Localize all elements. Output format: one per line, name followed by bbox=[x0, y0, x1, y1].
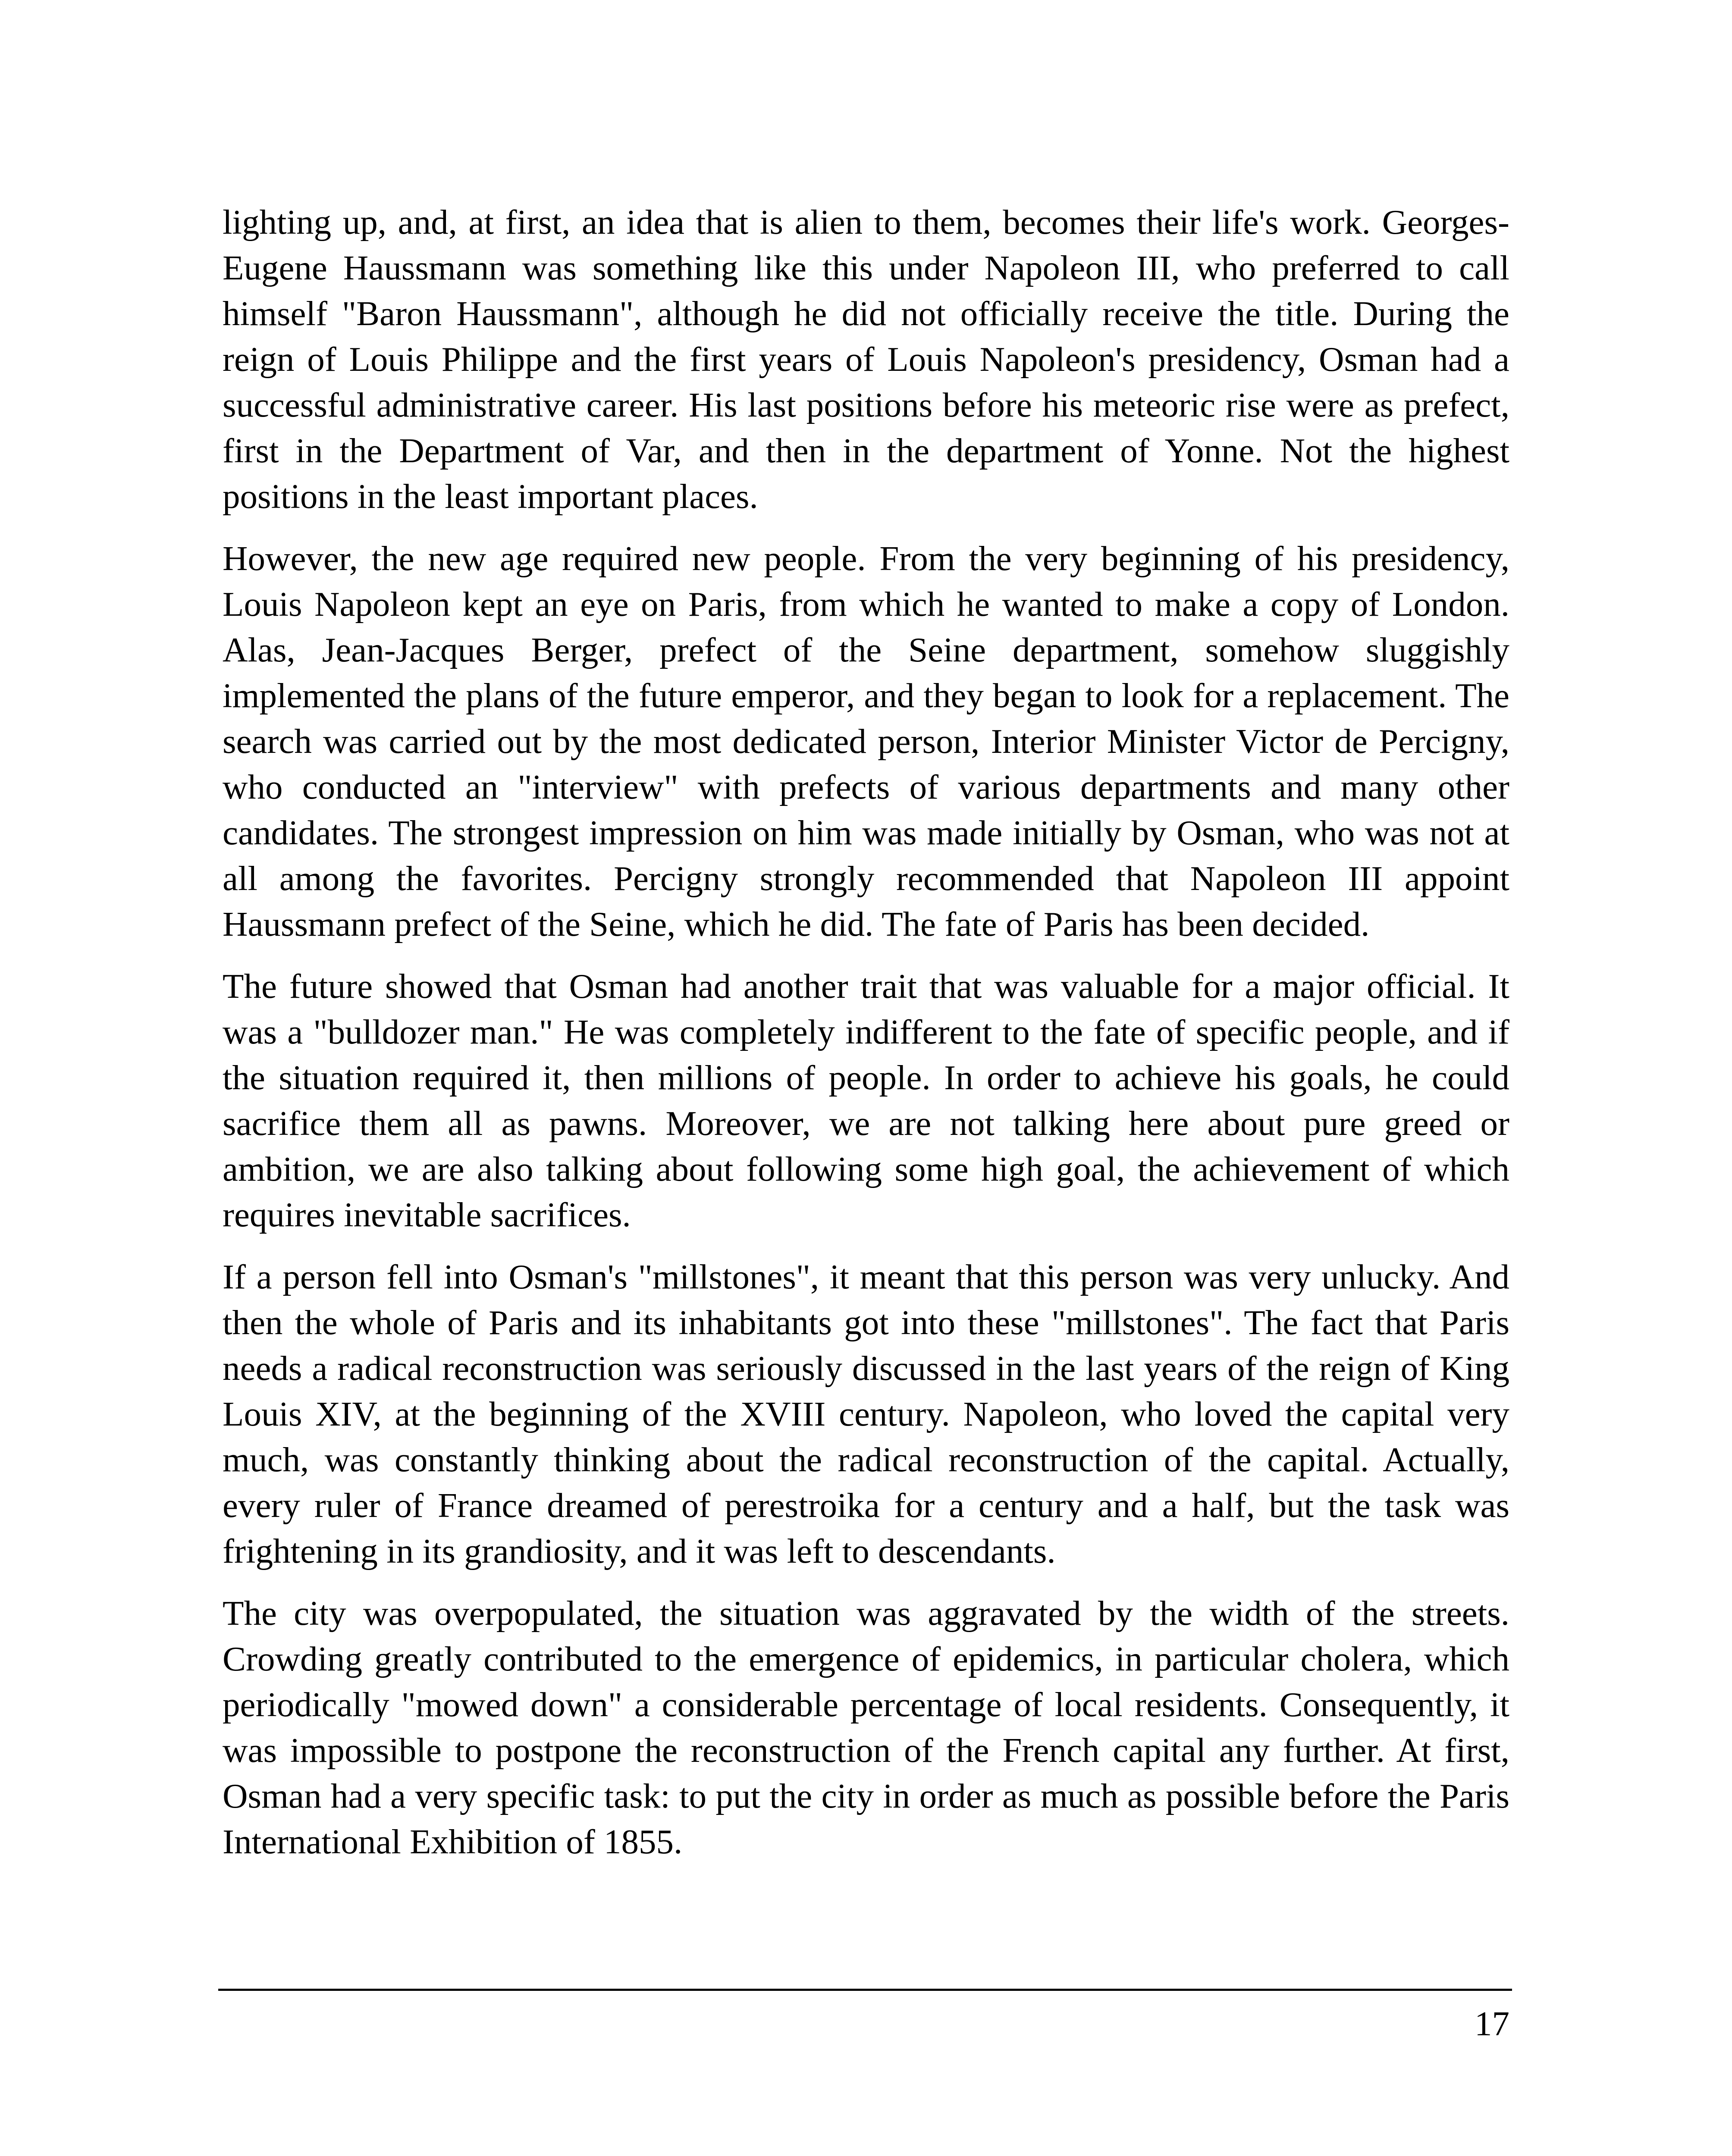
page-number: 17 bbox=[1475, 2004, 1509, 2043]
page-body bbox=[223, 199, 1509, 1881]
paragraph-3: The future showed that Osman had another trait that was valuable for a major official. It was a "bulldozer man." He was completely indifferent to the fate of specific people, and if the situation required it, then millions of people. In order to achieve his goals, he could sacrifice them all as pawns. Moreover, we are not talking here about pure greed or ambition, we are also talking about following some high goal, the achievement of which requires inevitable sacrifices. bbox=[223, 967, 1509, 1234]
paragraph-5: The city was overpopulated, the situation was aggravated by the width of the streets. Crowding greatly contributed to the emergence of epidemics, in particular cholera, which periodically "mowed down" a considerable percentage of local residents. Consequently, it was impossible to postpone the reconstruction of the French capital any further. At first, Osman had a very specific task: to put the city in order as much as possible before the Paris International Exhibition of 1855. bbox=[223, 1594, 1509, 1861]
footer-divider bbox=[218, 1989, 1512, 1991]
paragraph-4: If a person fell into Osman's "millstones", it meant that this person was very unlucky. And then the whole of Paris and its inhabitants got into these "millstones". The fact that Paris needs a radical reconstruction was seriously discussed in the last years of the reign of King Louis XIV, at the beginning of the XVIII century. Napoleon, who loved the capital very much, was constantly thinking about the radical reconstruction of the capital. Actually, every ruler of France dreamed of perestroika for a century and a half, but the task was frightening in its grandiosity, and it was left to descendants. bbox=[223, 1257, 1509, 1570]
paragraph-1: lighting up, and, at first, an idea that is alien to them, becomes their life's work. Georges-Eugene Haussmann was something like this under Napoleon III, who preferred to call himself "Baron Haussmann", although he did not officially receive the title. During the reign of Louis Philippe and the first years of Louis Napoleon's presidency, Osman had a successful administrative career. His last positions before his meteoric rise were as prefect, first in the Department of Var, and then in the department of Yonne. Not the highest positions in the least important places. bbox=[223, 203, 1509, 516]
paragraph-2: However, the new age required new people. From the very beginning of his presidency, Louis Napoleon kept an eye on Paris, from which he wanted to make a copy of London. Alas, Jean-Jacques Berger, prefect of the Seine department, somehow sluggishly implemented the plans of the future emperor, and they began to look for a replacement. The search was carried out by the most dedicated person, Interior Minister Victor de Percigny, who conducted an "interview" with prefects of various departments and many other candidates. The strongest impression on him was made initially by Osman, who was not at all among the favorites. Percigny strongly recommended that Napoleon III appoint Haussmann prefect of the Seine, which he did. The fate of Paris has been decided. bbox=[223, 539, 1509, 943]
